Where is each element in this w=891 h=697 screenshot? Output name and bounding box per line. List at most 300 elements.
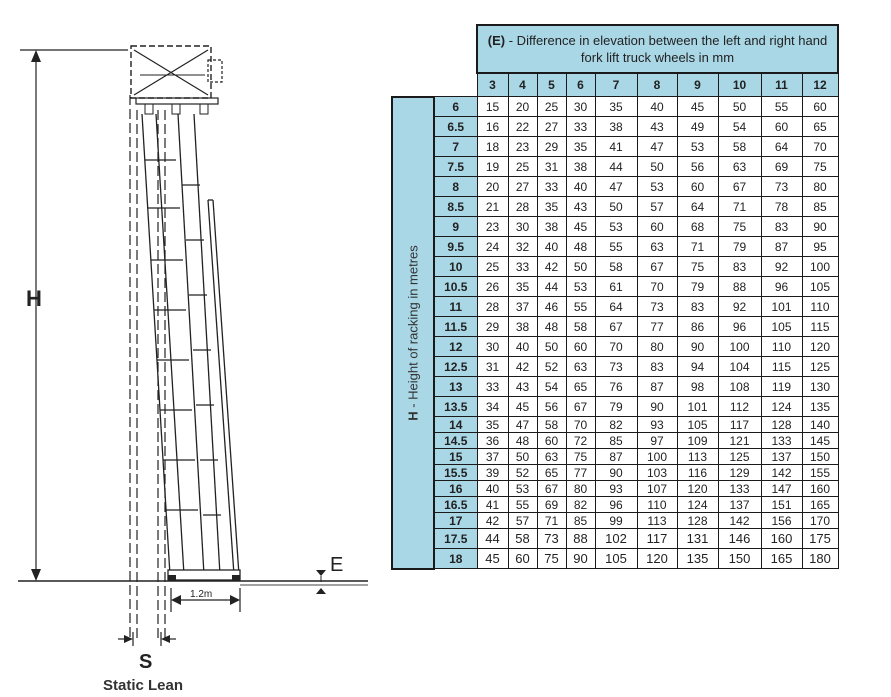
- side-label-symbol: H: [405, 410, 421, 421]
- table-cell: 35: [537, 197, 566, 217]
- table-cell: 33: [508, 257, 537, 277]
- table-cell: 121: [718, 433, 761, 449]
- table-cell: 31: [537, 157, 566, 177]
- row-header: 13: [434, 377, 477, 397]
- table-cell: 58: [508, 529, 537, 549]
- table-cell: 67: [637, 257, 677, 277]
- table-cell: 33: [477, 377, 508, 397]
- table-cell: 80: [566, 481, 595, 497]
- row-header: 6.5: [434, 117, 477, 137]
- table-cell: 38: [595, 117, 637, 137]
- table-cell: 33: [566, 117, 595, 137]
- corner-blank: [392, 25, 477, 73]
- table-cell: 160: [761, 529, 802, 549]
- table-cell: 75: [802, 157, 838, 177]
- table-cell: 50: [566, 257, 595, 277]
- table-cell: 131: [677, 529, 718, 549]
- table-cell: 45: [677, 97, 718, 117]
- row-header: 16.5: [434, 497, 477, 513]
- table-cell: 75: [677, 257, 718, 277]
- table-cell: 52: [508, 465, 537, 481]
- table-cell: 45: [508, 397, 537, 417]
- table-cell: 57: [637, 197, 677, 217]
- table-cell: 175: [802, 529, 838, 549]
- table-cell: 137: [718, 497, 761, 513]
- table-cell: 90: [802, 217, 838, 237]
- table-cell: 40: [566, 177, 595, 197]
- table-cell: 60: [761, 117, 802, 137]
- row-header: 9: [434, 217, 477, 237]
- column-header: 8: [637, 73, 677, 97]
- table-cell: 55: [566, 297, 595, 317]
- table-row: [392, 481, 838, 497]
- table-cell: 70: [595, 337, 637, 357]
- row-header: 6: [434, 97, 477, 117]
- table-cell: 94: [677, 357, 718, 377]
- table-cell: 129: [718, 465, 761, 481]
- table-cell: 55: [761, 97, 802, 117]
- table-cell: 105: [802, 277, 838, 297]
- table-cell: 96: [761, 277, 802, 297]
- table-cell: 137: [761, 449, 802, 465]
- table-cell: 65: [566, 377, 595, 397]
- table-cell: 67: [566, 397, 595, 417]
- table-row: [392, 337, 838, 357]
- table-cell: 88: [566, 529, 595, 549]
- table-cell: 53: [508, 481, 537, 497]
- table-cell: 42: [477, 513, 508, 529]
- table-cell: 97: [637, 433, 677, 449]
- table-cell: 108: [718, 377, 761, 397]
- table-cell: 44: [477, 529, 508, 549]
- static-lean-caption: Static Lean: [103, 677, 184, 694]
- table-cell: 145: [802, 433, 838, 449]
- table-cell: 49: [677, 117, 718, 137]
- table-cell: 40: [537, 237, 566, 257]
- table-cell: 77: [637, 317, 677, 337]
- row-header: 10: [434, 257, 477, 277]
- table-cell: 67: [718, 177, 761, 197]
- table-cell: 32: [508, 237, 537, 257]
- table-cell: 48: [566, 237, 595, 257]
- table-cell: 50: [537, 337, 566, 357]
- side-axis-label-cell: [392, 97, 434, 569]
- table-cell: 115: [761, 357, 802, 377]
- table-row: [392, 97, 838, 117]
- table-cell: 93: [595, 481, 637, 497]
- table-cell: 124: [677, 497, 718, 513]
- table-cell: 160: [802, 481, 838, 497]
- load-pallet: [131, 46, 222, 114]
- table-cell: 68: [677, 217, 718, 237]
- table-row: [392, 117, 838, 137]
- table-cell: 38: [566, 157, 595, 177]
- table-cell: 71: [718, 197, 761, 217]
- table-cell: 98: [677, 377, 718, 397]
- table-cell: 53: [677, 137, 718, 157]
- table-cell: 70: [637, 277, 677, 297]
- table-row: [392, 317, 838, 337]
- lean-symbol: S: [139, 651, 153, 673]
- table-cell: 30: [477, 337, 508, 357]
- table-cell: 140: [802, 417, 838, 433]
- table-cell: 43: [508, 377, 537, 397]
- table-cell: 54: [537, 377, 566, 397]
- table-cell: 113: [637, 513, 677, 529]
- table-cell: 22: [508, 117, 537, 137]
- column-header: 5: [537, 73, 566, 97]
- table-cell: 25: [477, 257, 508, 277]
- table-cell: 100: [802, 257, 838, 277]
- wheelbase-label: 1.2m: [190, 589, 213, 600]
- table-cell: 53: [637, 177, 677, 197]
- table-row: [392, 397, 838, 417]
- table-cell: 156: [761, 513, 802, 529]
- row-header: 7: [434, 137, 477, 157]
- table-cell: 60: [637, 217, 677, 237]
- table-cell: 57: [508, 513, 537, 529]
- table-cell: 45: [566, 217, 595, 237]
- table-cell: 35: [508, 277, 537, 297]
- table-cell: 30: [566, 97, 595, 117]
- row-header: 12.5: [434, 357, 477, 377]
- table-cell: 133: [761, 433, 802, 449]
- table-cell: 95: [802, 237, 838, 257]
- table-cell: 73: [537, 529, 566, 549]
- table-cell: 65: [537, 465, 566, 481]
- table-cell: 38: [508, 317, 537, 337]
- row-header: 11.5: [434, 317, 477, 337]
- table-cell: 102: [595, 529, 637, 549]
- table-cell: 58: [537, 417, 566, 433]
- table-row: [392, 257, 838, 277]
- table-cell: 15: [477, 97, 508, 117]
- table-cell: 50: [718, 97, 761, 117]
- table-cell: 180: [802, 549, 838, 569]
- table-cell: 46: [537, 297, 566, 317]
- elevation-symbol: E: [330, 554, 344, 576]
- table-cell: 90: [637, 397, 677, 417]
- table-cell: 69: [537, 497, 566, 513]
- table-cell: 101: [677, 397, 718, 417]
- row-header: 17: [434, 513, 477, 529]
- row-header: 16: [434, 481, 477, 497]
- row-header: 18: [434, 549, 477, 569]
- table-cell: 48: [508, 433, 537, 449]
- table-cell: 25: [508, 157, 537, 177]
- height-dimension: [20, 50, 128, 581]
- column-header: 7: [595, 73, 637, 97]
- table-cell: 93: [637, 417, 677, 433]
- table-cell: 105: [677, 417, 718, 433]
- table-cell: 47: [508, 417, 537, 433]
- table-cell: 31: [477, 357, 508, 377]
- table-row: [392, 137, 838, 157]
- table-cell: 70: [566, 417, 595, 433]
- table-cell: 125: [718, 449, 761, 465]
- table-cell: 155: [802, 465, 838, 481]
- table-cell: 135: [802, 397, 838, 417]
- table-cell: 58: [566, 317, 595, 337]
- table-row: [392, 465, 838, 481]
- table-cell: 47: [637, 137, 677, 157]
- table-cell: 120: [802, 337, 838, 357]
- leaning-mast: [142, 114, 239, 575]
- table-cell: 146: [718, 529, 761, 549]
- table-cell: 21: [477, 197, 508, 217]
- lean-dimension: [118, 632, 176, 646]
- table-cell: 67: [537, 481, 566, 497]
- table-cell: 61: [595, 277, 637, 297]
- table-cell: 23: [508, 137, 537, 157]
- table-cell: 96: [595, 497, 637, 513]
- table-cell: 109: [677, 433, 718, 449]
- table-row: [392, 237, 838, 257]
- table-cell: 83: [718, 257, 761, 277]
- table-cell: 73: [761, 177, 802, 197]
- table-cell: 75: [537, 549, 566, 569]
- table-row: [392, 297, 838, 317]
- table-cell: 110: [637, 497, 677, 513]
- row-header: 9.5: [434, 237, 477, 257]
- table-row: [392, 417, 838, 433]
- table-cell: 150: [802, 449, 838, 465]
- column-header: 6: [566, 73, 595, 97]
- table-cell: 99: [595, 513, 637, 529]
- table-cell: 52: [537, 357, 566, 377]
- table-cell: 38: [537, 217, 566, 237]
- table-cell: 67: [595, 317, 637, 337]
- row-header: 8: [434, 177, 477, 197]
- row-header: 7.5: [434, 157, 477, 177]
- table-cell: 83: [637, 357, 677, 377]
- table-cell: 63: [718, 157, 761, 177]
- table-cell: 130: [802, 377, 838, 397]
- table-cell: 142: [761, 465, 802, 481]
- table-cell: 40: [477, 481, 508, 497]
- table-cell: 55: [508, 497, 537, 513]
- table-cell: 147: [761, 481, 802, 497]
- table-cell: 72: [566, 433, 595, 449]
- table-cell: 124: [761, 397, 802, 417]
- table-cell: 29: [537, 137, 566, 157]
- table-row: [392, 433, 838, 449]
- table-cell: 47: [595, 177, 637, 197]
- table-cell: 110: [761, 337, 802, 357]
- table-cell: 63: [637, 237, 677, 257]
- table-body: [392, 97, 838, 569]
- table-cell: 85: [595, 433, 637, 449]
- table-cell: 115: [802, 317, 838, 337]
- table-row: [392, 277, 838, 297]
- table-row: [392, 449, 838, 465]
- table-cell: 88: [718, 277, 761, 297]
- table-cell: 75: [566, 449, 595, 465]
- table-cell: 20: [508, 97, 537, 117]
- table-cell: 44: [595, 157, 637, 177]
- table-cell: 96: [718, 317, 761, 337]
- table-cell: 35: [595, 97, 637, 117]
- table-cell: 150: [718, 549, 761, 569]
- table-cell: 44: [537, 277, 566, 297]
- table-cell: 113: [677, 449, 718, 465]
- table-cell: 120: [677, 481, 718, 497]
- table-cell: 142: [718, 513, 761, 529]
- row-header: 14: [434, 417, 477, 433]
- table-cell: 80: [802, 177, 838, 197]
- table-cell: 27: [508, 177, 537, 197]
- table-cell: 71: [537, 513, 566, 529]
- column-header: 10: [718, 73, 761, 97]
- table-cell: 170: [802, 513, 838, 529]
- table-cell: 79: [677, 277, 718, 297]
- table-cell: 60: [566, 337, 595, 357]
- table-cell: 60: [537, 433, 566, 449]
- table-cell: 92: [761, 257, 802, 277]
- table-cell: 53: [566, 277, 595, 297]
- table-row: [392, 197, 838, 217]
- table-cell: 24: [477, 237, 508, 257]
- table-cell: 16: [477, 117, 508, 137]
- table-cell: 78: [761, 197, 802, 217]
- height-symbol: H: [26, 286, 42, 311]
- table-row: [392, 177, 838, 197]
- table-row: [392, 549, 838, 569]
- table-cell: 58: [718, 137, 761, 157]
- table-title: [477, 25, 838, 73]
- table-cell: 50: [637, 157, 677, 177]
- table-cell: 80: [637, 337, 677, 357]
- table-cell: 18: [477, 137, 508, 157]
- table-cell: 63: [566, 357, 595, 377]
- table-cell: 120: [637, 549, 677, 569]
- table-cell: 63: [537, 449, 566, 465]
- table-cell: 48: [537, 317, 566, 337]
- table-cell: 34: [477, 397, 508, 417]
- table-cell: 87: [637, 377, 677, 397]
- table-cell: 151: [761, 497, 802, 513]
- table-cell: 101: [761, 297, 802, 317]
- table-cell: 82: [566, 497, 595, 513]
- column-header: 12: [802, 73, 838, 97]
- table-cell: 76: [595, 377, 637, 397]
- table-cell: 165: [761, 549, 802, 569]
- table-cell: 90: [566, 549, 595, 569]
- table-row: [392, 357, 838, 377]
- table-cell: 58: [595, 257, 637, 277]
- row-header: 10.5: [434, 277, 477, 297]
- table-cell: 87: [595, 449, 637, 465]
- table-cell: 28: [508, 197, 537, 217]
- table-cell: 39: [477, 465, 508, 481]
- table-cell: 125: [802, 357, 838, 377]
- table-cell: 85: [566, 513, 595, 529]
- table-cell: 85: [802, 197, 838, 217]
- table-cell: 105: [595, 549, 637, 569]
- table-cell: 64: [761, 137, 802, 157]
- table-cell: 165: [802, 497, 838, 513]
- table-cell: 128: [761, 417, 802, 433]
- table-cell: 75: [718, 217, 761, 237]
- row-header: 14.5: [434, 433, 477, 449]
- side-label-text: - Height of racking in metres: [405, 244, 421, 411]
- table-cell: 133: [718, 481, 761, 497]
- table-row: [392, 217, 838, 237]
- column-header: 4: [508, 73, 537, 97]
- table-cell: 19: [477, 157, 508, 177]
- table-cell: 73: [637, 297, 677, 317]
- side-axis-label: [406, 245, 421, 421]
- table-cell: 35: [477, 417, 508, 433]
- column-header: 9: [677, 73, 718, 97]
- table-cell: 82: [595, 417, 637, 433]
- table-cell: 54: [718, 117, 761, 137]
- table-cell: 35: [566, 137, 595, 157]
- table-cell: 28: [477, 297, 508, 317]
- column-header-row: [392, 73, 838, 97]
- table-cell: 69: [761, 157, 802, 177]
- table-cell: 55: [595, 237, 637, 257]
- table-row: [392, 529, 838, 549]
- table-cell: 43: [566, 197, 595, 217]
- corner-blank-2: [392, 73, 477, 97]
- lean-table-container: [391, 24, 839, 570]
- table-cell: 112: [718, 397, 761, 417]
- table-cell: 90: [677, 337, 718, 357]
- table-cell: 119: [761, 377, 802, 397]
- table-cell: 25: [537, 97, 566, 117]
- table-cell: 73: [595, 357, 637, 377]
- table-cell: 117: [637, 529, 677, 549]
- truck-base: [168, 570, 240, 581]
- table-cell: 60: [802, 97, 838, 117]
- table-cell: 105: [761, 317, 802, 337]
- table-cell: 41: [477, 497, 508, 513]
- table-cell: 104: [718, 357, 761, 377]
- table-cell: 65: [802, 117, 838, 137]
- table-cell: 23: [477, 217, 508, 237]
- row-header: 13.5: [434, 397, 477, 417]
- table-cell: 26: [477, 277, 508, 297]
- table-cell: 43: [637, 117, 677, 137]
- table-cell: 100: [637, 449, 677, 465]
- table-cell: 117: [718, 417, 761, 433]
- table-cell: 70: [802, 137, 838, 157]
- table-cell: 135: [677, 549, 718, 569]
- table-cell: 83: [761, 217, 802, 237]
- table-cell: 60: [677, 177, 718, 197]
- table-cell: 42: [508, 357, 537, 377]
- table-cell: 37: [477, 449, 508, 465]
- row-header: 15.5: [434, 465, 477, 481]
- row-header: 17.5: [434, 529, 477, 549]
- table-cell: 45: [477, 549, 508, 569]
- table-cell: 79: [595, 397, 637, 417]
- table-cell: 90: [595, 465, 637, 481]
- row-header: 11: [434, 297, 477, 317]
- table-row: [392, 157, 838, 177]
- table-cell: 110: [802, 297, 838, 317]
- table-cell: 56: [537, 397, 566, 417]
- table-cell: 56: [677, 157, 718, 177]
- column-header: 3: [477, 73, 508, 97]
- table-cell: 41: [595, 137, 637, 157]
- table-cell: 40: [637, 97, 677, 117]
- table-cell: 71: [677, 237, 718, 257]
- table-row: [392, 497, 838, 513]
- table-cell: 107: [637, 481, 677, 497]
- table-cell: 37: [508, 297, 537, 317]
